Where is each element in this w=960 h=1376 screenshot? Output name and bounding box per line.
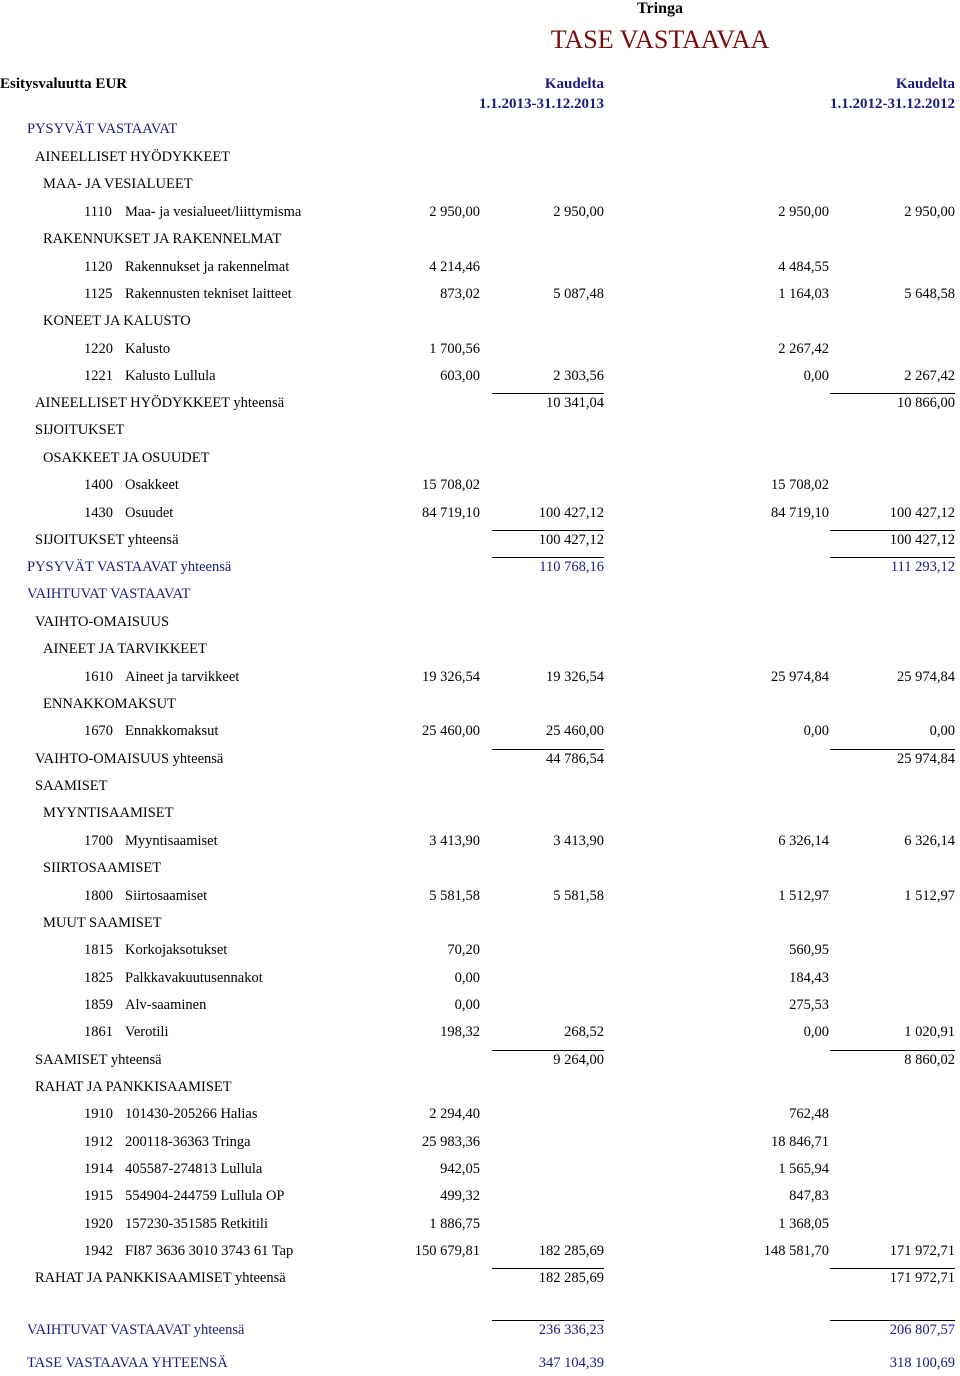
table-row: [0, 1268, 960, 1288]
total-label: SAAMISET yhteensä: [35, 1052, 162, 1068]
account-code: 1912: [84, 1134, 113, 1150]
amount-current-detail: 603,00: [440, 368, 480, 384]
table-row: [0, 1320, 960, 1340]
table-row: [0, 831, 960, 851]
account-name: Rakennukset ja rakennelmat: [125, 259, 290, 275]
amount-previous-detail: 6 326,14: [778, 833, 829, 849]
account-name: Ennakkomaksut: [125, 723, 219, 739]
amount-current-detail: 15 708,02: [422, 477, 480, 493]
amount-current-detail: 0,00: [454, 997, 480, 1013]
account-code: 1400: [84, 477, 113, 493]
amount-current-total: 5 581,58: [553, 888, 604, 904]
account-name: 200118-36363 Tringa: [125, 1134, 251, 1150]
amount-previous-detail: 847,83: [789, 1188, 829, 1204]
account-code: 1815: [84, 942, 113, 958]
amount-previous-total: 318 100,69: [889, 1355, 955, 1371]
amount-previous-total: 2 267,42: [904, 368, 955, 384]
table-row: [0, 174, 960, 194]
section-heading: RAKENNUKSET JA RAKENNELMAT: [43, 231, 282, 247]
amount-previous-detail: 1 368,05: [778, 1216, 829, 1232]
table-row: [0, 1159, 960, 1179]
amount-current-detail: 25 983,36: [422, 1134, 480, 1150]
table-row: [0, 475, 960, 495]
table-row: [0, 776, 960, 796]
amount-current-detail: 70,20: [447, 942, 480, 958]
amount-current-total: 10 341,04: [546, 395, 604, 411]
amount-previous-detail: 18 846,71: [771, 1134, 829, 1150]
amount-current-detail: 499,32: [440, 1188, 480, 1204]
amount-previous-total: 171 972,71: [889, 1270, 955, 1286]
account-code: 1910: [84, 1106, 113, 1122]
table-row: [0, 119, 960, 139]
account-code: 1120: [84, 259, 113, 275]
table-row: [0, 339, 960, 359]
amount-previous-detail: 0,00: [803, 368, 829, 384]
table-row: [0, 1241, 960, 1261]
section-heading: VAIHTO-OMAISUUS: [35, 614, 170, 630]
section-heading: SAAMISET: [35, 778, 108, 794]
total-label: VAIHTUVAT VASTAAVAT yhteensä: [27, 1322, 245, 1338]
account-name: 405587-274813 Lullula: [125, 1161, 263, 1177]
company-name: Tringa: [637, 0, 683, 17]
section-heading: RAHAT JA PANKKISAAMISET: [35, 1079, 232, 1095]
table-row: [0, 393, 960, 413]
column-header-current-period: 1.1.2013-31.12.2013: [479, 96, 604, 112]
amount-previous-total: 1 020,91: [904, 1024, 955, 1040]
total-label: VAIHTO-OMAISUUS yhteensä: [35, 751, 224, 767]
amount-current-total: 182 285,69: [538, 1243, 604, 1259]
account-code: 1110: [84, 204, 112, 220]
amount-current-total: 182 285,69: [538, 1270, 604, 1286]
table-row: [0, 1022, 960, 1042]
table-row: [0, 858, 960, 878]
table-row: [0, 639, 960, 659]
amount-current-total: 9 264,00: [553, 1052, 604, 1068]
amount-current-detail: 25 460,00: [422, 723, 480, 739]
account-code: 1825: [84, 970, 113, 986]
account-name: Aineet ja tarvikkeet: [125, 669, 240, 685]
amount-previous-detail: 84 719,10: [771, 505, 829, 521]
amount-previous-detail: 2 950,00: [778, 204, 829, 220]
amount-current-detail: 3 413,90: [429, 833, 480, 849]
amount-previous-detail: 560,95: [789, 942, 829, 958]
section-heading: AINEET JA TARVIKKEET: [43, 641, 207, 657]
amount-previous-detail: 0,00: [803, 723, 829, 739]
total-label: AINEELLISET HYÖDYKKEET yhteensä: [35, 395, 285, 411]
column-header-prev-period: 1.1.2012-31.12.2012: [830, 96, 955, 112]
table-row: [0, 557, 960, 577]
amount-current-total: 236 336,23: [538, 1322, 604, 1338]
section-heading: MAA- JA VESIALUEET: [43, 176, 193, 192]
account-name: Alv-saaminen: [125, 997, 207, 1013]
amount-current-detail: 942,05: [440, 1161, 480, 1177]
table-row: [0, 503, 960, 523]
table-row: [0, 721, 960, 741]
account-name: Maa- ja vesialueet/liittymisma: [125, 204, 302, 220]
amount-previous-total: 25 974,84: [897, 751, 955, 767]
account-name: 157230-351585 Retkitili: [125, 1216, 268, 1232]
table-row: [0, 940, 960, 960]
amount-previous-total: 25 974,84: [897, 669, 955, 685]
account-code: 1670: [84, 723, 113, 739]
amount-previous-detail: 4 484,55: [778, 259, 829, 275]
amount-current-total: 25 460,00: [546, 723, 604, 739]
amount-previous-total: 111 293,12: [890, 559, 955, 575]
account-name: 101430-205266 Halias: [125, 1106, 258, 1122]
total-label: PYSYVÄT VASTAAVAT yhteensä: [27, 559, 232, 575]
amount-current-detail: 5 581,58: [429, 888, 480, 904]
amount-previous-detail: 762,48: [789, 1106, 829, 1122]
table-row: [0, 612, 960, 632]
amount-current-total: 5 087,48: [553, 286, 604, 302]
table-row: [0, 995, 960, 1015]
section-heading: SIJOITUKSET: [35, 422, 125, 438]
account-code: 1220: [84, 341, 113, 357]
account-name: Siirtosaamiset: [125, 888, 208, 904]
table-row: [0, 1214, 960, 1234]
section-heading: OSAKKEET JA OSUUDET: [43, 450, 210, 466]
amount-current-total: 100 427,12: [538, 532, 604, 548]
account-code: 1221: [84, 368, 113, 384]
account-name: 554904-244759 Lullula OP: [125, 1188, 285, 1204]
amount-current-detail: 2 294,40: [429, 1106, 480, 1122]
account-code: 1800: [84, 888, 113, 904]
account-code: 1610: [84, 669, 113, 685]
amount-previous-total: 6 326,14: [904, 833, 955, 849]
table-row: [0, 420, 960, 440]
total-label: SIJOITUKSET yhteensä: [35, 532, 179, 548]
amount-current-total: 347 104,39: [538, 1355, 604, 1371]
table-row: [0, 1186, 960, 1206]
amount-previous-detail: 25 974,84: [771, 669, 829, 685]
amount-current-total: 44 786,54: [546, 751, 604, 767]
amount-current-detail: 150 679,81: [414, 1243, 480, 1259]
account-name: Verotili: [125, 1024, 169, 1040]
amount-current-detail: 1 886,75: [429, 1216, 480, 1232]
amount-current-total: 3 413,90: [553, 833, 604, 849]
amount-previous-total: 5 648,58: [904, 286, 955, 302]
section-heading: SIIRTOSAAMISET: [43, 860, 162, 876]
section-heading: MYYNTISAAMISET: [43, 805, 174, 821]
amount-previous-detail: 15 708,02: [771, 477, 829, 493]
account-code: 1430: [84, 505, 113, 521]
table-row: [0, 584, 960, 604]
currency-label: Esitysvaluutta EUR: [0, 76, 128, 92]
amount-current-detail: 1 700,56: [429, 341, 480, 357]
table-row: [0, 366, 960, 386]
amount-previous-detail: 1 512,97: [778, 888, 829, 904]
amount-previous-detail: 275,53: [789, 997, 829, 1013]
table-row: [0, 530, 960, 550]
account-name: Osuudet: [125, 505, 174, 521]
section-heading: KONEET JA KALUSTO: [43, 313, 191, 329]
table-row: [0, 968, 960, 988]
table-row: [0, 284, 960, 304]
amount-previous-total: 100 427,12: [889, 505, 955, 521]
table-row: [0, 1104, 960, 1124]
amount-current-total: 100 427,12: [538, 505, 604, 521]
amount-previous-detail: 0,00: [803, 1024, 829, 1040]
column-header-current-label: Kaudelta: [544, 76, 604, 92]
amount-previous-total: 8 860,02: [904, 1052, 955, 1068]
amount-previous-detail: 1 164,03: [778, 286, 829, 302]
table-row: [0, 749, 960, 769]
amount-current-detail: 2 950,00: [429, 204, 480, 220]
account-code: 1942: [84, 1243, 113, 1259]
account-name: Osakkeet: [125, 477, 179, 493]
section-heading: VAIHTUVAT VASTAAVAT: [27, 586, 191, 602]
table-row: [0, 202, 960, 222]
amount-current-detail: 84 719,10: [422, 505, 480, 521]
table-row: [0, 448, 960, 468]
account-code: 1915: [84, 1188, 113, 1204]
amount-previous-detail: 184,43: [789, 970, 829, 986]
amount-current-detail: 873,02: [440, 286, 480, 302]
account-name: Kalusto: [125, 341, 171, 357]
table-row: [0, 913, 960, 933]
amount-previous-detail: 148 581,70: [763, 1243, 829, 1259]
amount-previous-total: 1 512,97: [904, 888, 955, 904]
amount-previous-detail: 1 565,94: [778, 1161, 829, 1177]
section-heading: AINEELLISET HYÖDYKKEET: [35, 149, 231, 165]
table-row: [0, 667, 960, 687]
amount-current-detail: 4 214,46: [429, 259, 480, 275]
amount-current-detail: 0,00: [454, 970, 480, 986]
account-code: 1914: [84, 1161, 113, 1177]
amount-previous-total: 2 950,00: [904, 204, 955, 220]
amount-current-total: 110 768,16: [539, 559, 604, 575]
amount-current-total: 2 303,56: [553, 368, 604, 384]
table-row: [0, 1077, 960, 1097]
account-code: 1861: [84, 1024, 113, 1040]
account-name: Korkojaksotukset: [125, 942, 228, 958]
amount-current-detail: 19 326,54: [422, 669, 480, 685]
table-row: [0, 229, 960, 249]
amount-current-detail: 198,32: [440, 1024, 480, 1040]
account-name: Palkkavakuutusennakot: [125, 970, 263, 986]
account-code: 1859: [84, 997, 113, 1013]
amount-previous-total: 0,00: [929, 723, 955, 739]
table-row: [0, 147, 960, 167]
total-label: RAHAT JA PANKKISAAMISET yhteensä: [35, 1270, 286, 1286]
table-row: [0, 1050, 960, 1070]
page-title: TASE VASTAAVAA: [550, 25, 770, 54]
amount-current-total: 2 950,00: [553, 204, 604, 220]
table-row: [0, 311, 960, 331]
table-row: [0, 1353, 960, 1373]
table-row: [0, 803, 960, 823]
account-code: 1700: [84, 833, 113, 849]
table-row: [0, 886, 960, 906]
amount-previous-detail: 2 267,42: [778, 341, 829, 357]
account-code: 1125: [84, 286, 113, 302]
amount-previous-total: 171 972,71: [889, 1243, 955, 1259]
amount-current-total: 268,52: [564, 1024, 604, 1040]
amount-previous-total: 100 427,12: [889, 532, 955, 548]
account-code: 1920: [84, 1216, 113, 1232]
account-name: FI87 3636 3010 3743 61 Tap: [125, 1243, 294, 1259]
table-row: [0, 694, 960, 714]
amount-previous-total: 10 866,00: [897, 395, 955, 411]
account-name: Myyntisaamiset: [125, 833, 218, 849]
amount-current-total: 19 326,54: [546, 669, 604, 685]
table-row: [0, 257, 960, 277]
section-heading: PYSYVÄT VASTAAVAT: [27, 121, 178, 137]
section-heading: ENNAKKOMAKSUT: [43, 696, 176, 712]
account-name: Kalusto Lullula: [125, 368, 216, 384]
amount-previous-total: 206 807,57: [889, 1322, 955, 1338]
table-row: [0, 1132, 960, 1152]
column-header-prev-label: Kaudelta: [895, 76, 955, 92]
account-name: Rakennusten tekniset laitteet: [125, 286, 292, 302]
total-label: TASE VASTAAVAA YHTEENSÄ: [27, 1355, 228, 1371]
section-heading: MUUT SAAMISET: [43, 915, 162, 931]
